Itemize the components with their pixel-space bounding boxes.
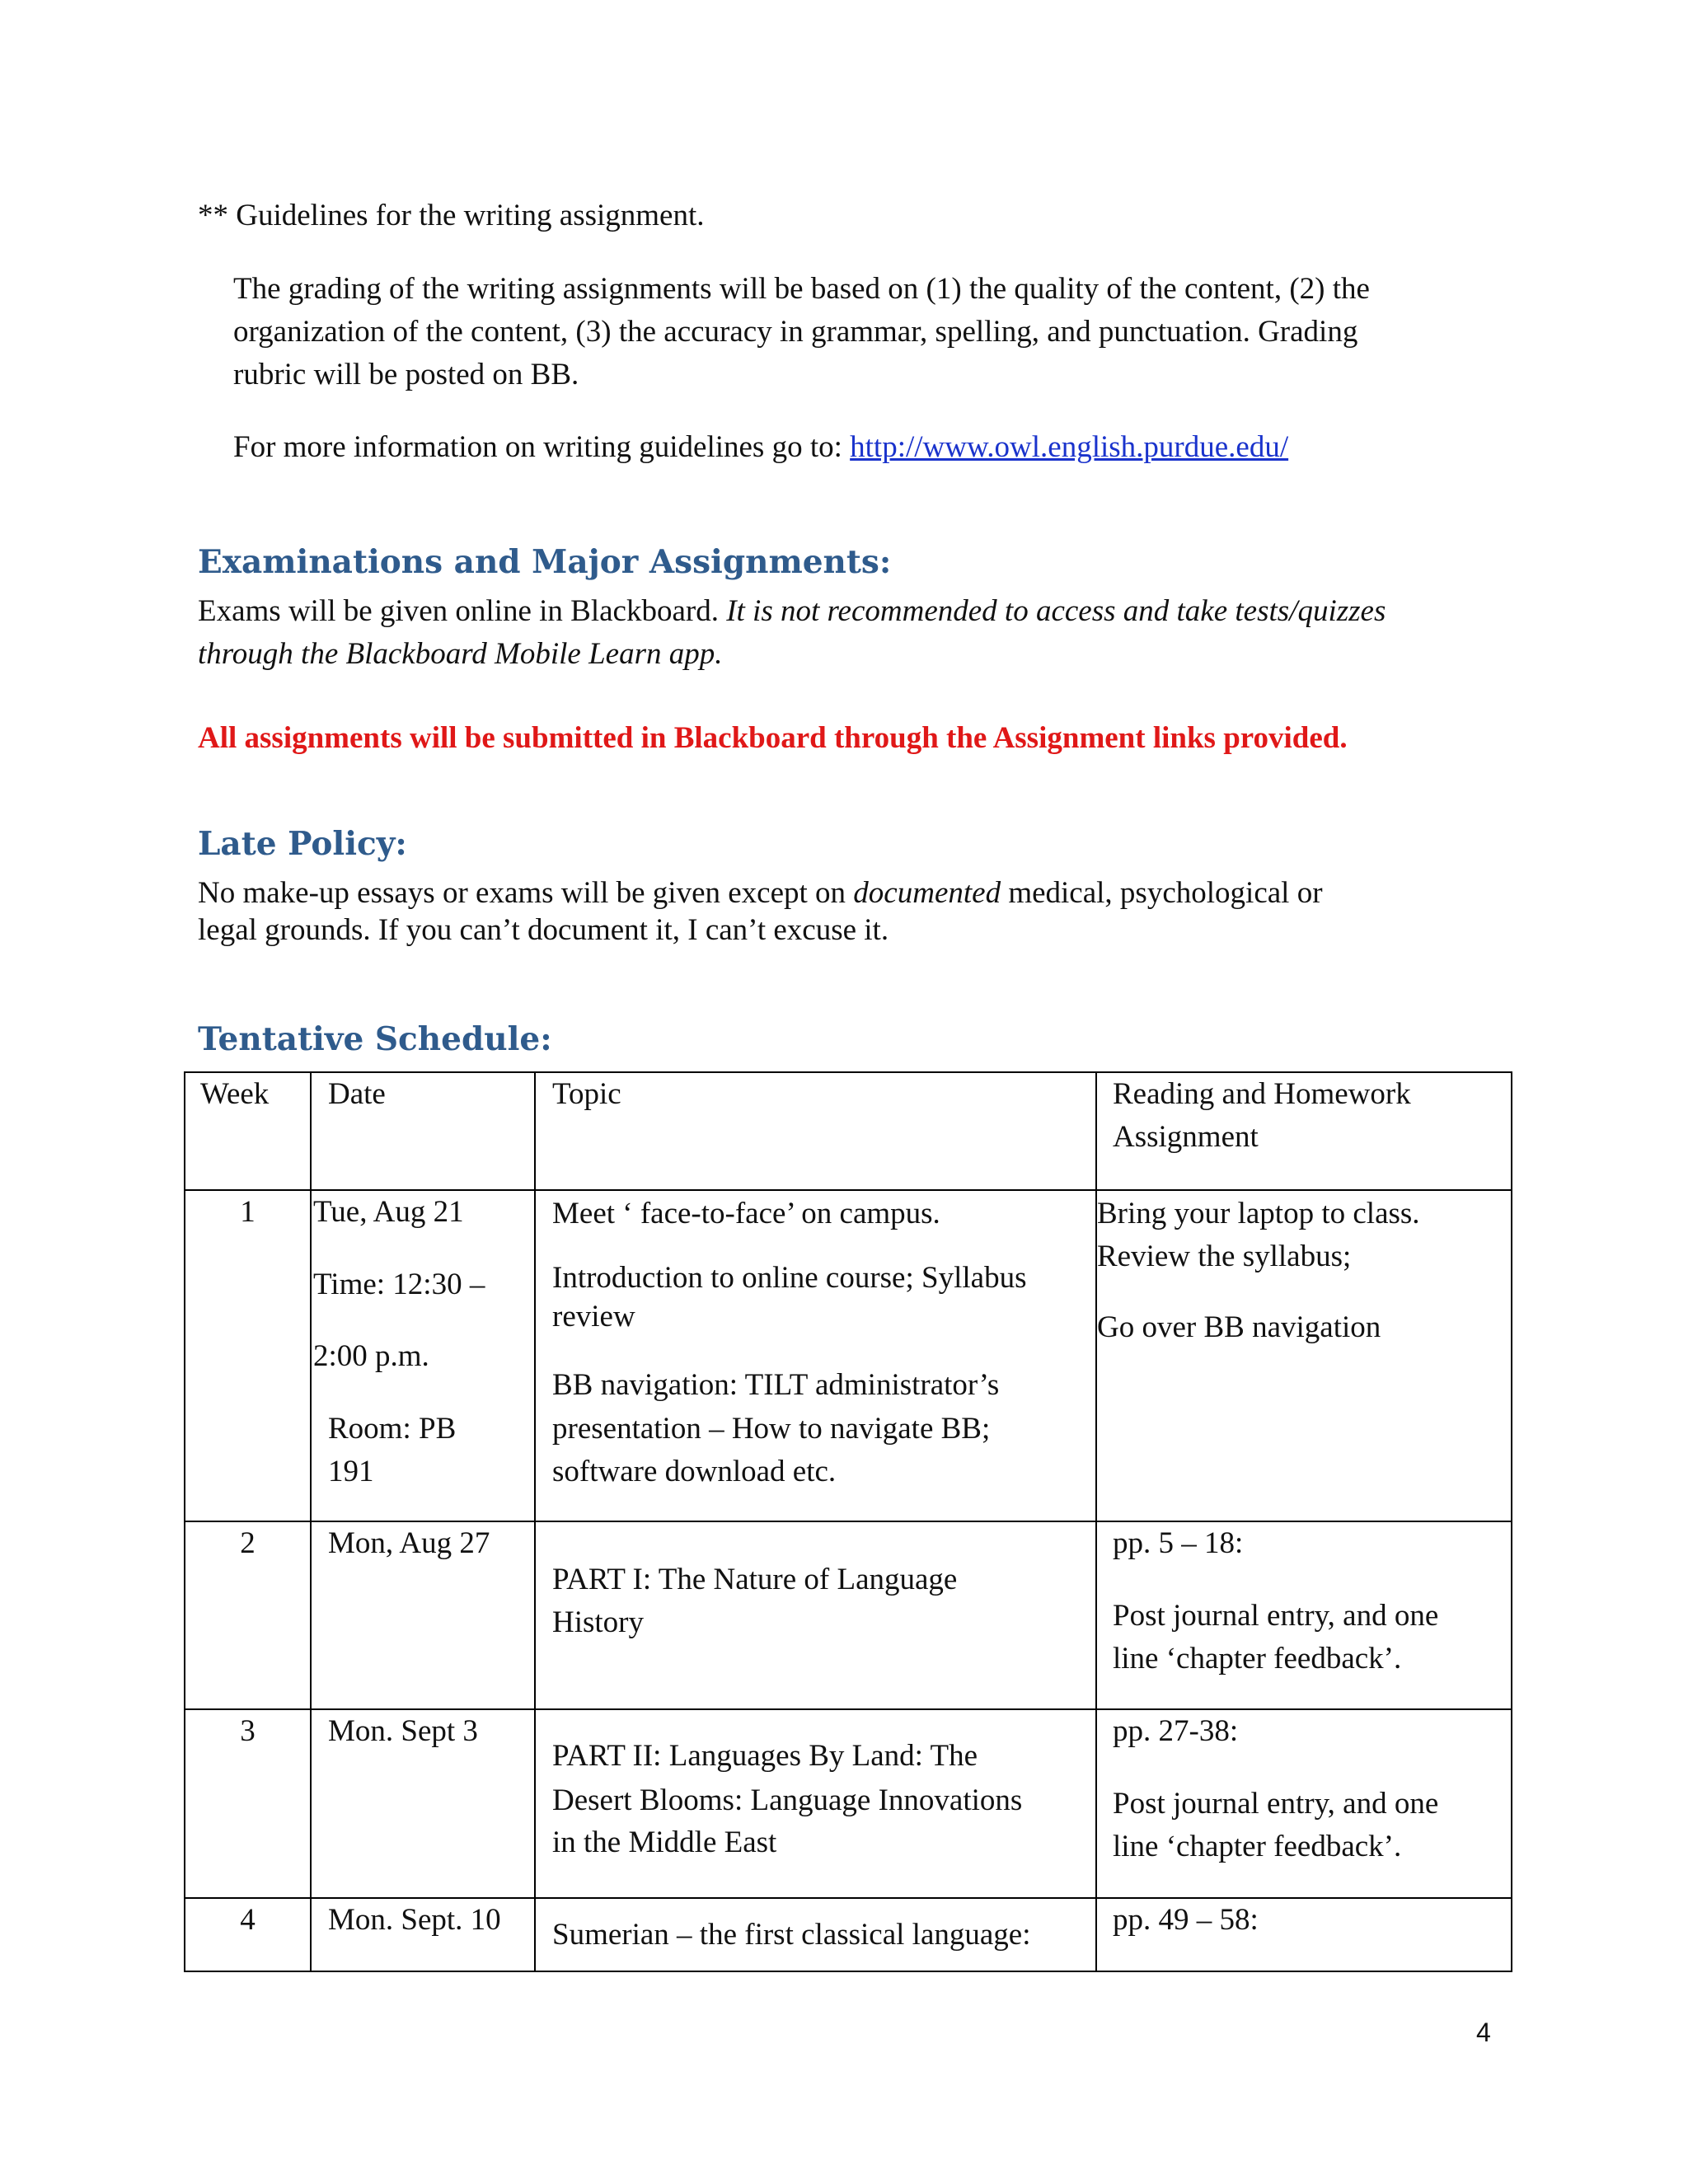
topic-line: Meet ‘ face-to-face’ on campus. <box>552 1197 940 1230</box>
topic-cell <box>535 1190 1096 1521</box>
week-number: 1 <box>240 1195 256 1229</box>
schedule-header-row <box>185 1072 1512 1190</box>
assign-line: Post journal entry, and one <box>1113 1599 1439 1633</box>
week-cell <box>185 1709 311 1898</box>
guidelines-info <box>233 426 1288 469</box>
exams-line-2 <box>198 633 722 676</box>
week-cell <box>185 1190 311 1521</box>
assign-cell <box>1096 1898 1512 1971</box>
topic-line: presentation – How to navigate BB; <box>552 1412 991 1446</box>
assign-line: pp. 49 – 58: <box>1113 1903 1259 1937</box>
guidelines-title: ** Guidelines for the writing assignment. <box>198 199 705 232</box>
date-line: Mon. Sept. 10 <box>328 1903 501 1937</box>
assign-line: Post journal entry, and one <box>1113 1787 1439 1821</box>
assign-line: line ‘chapter feedback’. <box>1113 1830 1402 1863</box>
date-cell <box>311 1898 535 1971</box>
grading-line-3: rubric will be posted on BB. <box>233 358 579 391</box>
page-number: 4 <box>1476 2018 1491 2047</box>
header-assign-2: Assignment <box>1113 1120 1259 1154</box>
week-number: 3 <box>240 1714 256 1748</box>
header-topic: Topic <box>552 1077 621 1111</box>
assign-cell <box>1096 1521 1512 1709</box>
topic-line: Introduction to online course; Syllabus <box>552 1261 1027 1295</box>
assign-line: Go over BB navigation <box>1097 1310 1381 1344</box>
assign-line: line ‘chapter feedback’. <box>1113 1642 1402 1675</box>
date-cell <box>311 1521 535 1709</box>
date-line: Time: 12:30 – <box>313 1268 485 1301</box>
table-row <box>185 1898 1512 1971</box>
assign-cell <box>1096 1709 1512 1898</box>
topic-line: Desert Blooms: Language Innovations <box>552 1783 1023 1817</box>
topic-cell <box>535 1521 1096 1709</box>
assign-line: Review the syllabus; <box>1097 1240 1352 1273</box>
late-policy-heading: Late Policy: <box>198 825 407 863</box>
exams-line-1-normal: Exams will be given online in Blackboard. <box>198 594 727 628</box>
late-line-1-b: medical, psychological or <box>1001 876 1323 910</box>
week-number: 2 <box>240 1526 256 1560</box>
assign-line: pp. 27-38: <box>1113 1714 1239 1748</box>
info-prefix: For more information on writing guidelines go to: <box>233 430 851 464</box>
assign-cell <box>1096 1190 1512 1521</box>
date-line: 2:00 p.m. <box>313 1339 429 1373</box>
purdue-owl-link[interactable]: http://www.owl.english.purdue.edu/ <box>850 430 1289 464</box>
header-topic-cell <box>535 1072 1096 1190</box>
topic-line: BB navigation: TILT administrator’s <box>552 1368 1000 1402</box>
week-cell <box>185 1898 311 1971</box>
date-line: Tue, Aug 21 <box>313 1195 464 1229</box>
date-cell <box>311 1190 535 1521</box>
date-line: Room: PB <box>328 1412 457 1446</box>
header-date-cell <box>311 1072 535 1190</box>
exams-line-1-italic: It is not recommended to access and take tests/quizzes <box>726 594 1386 628</box>
topic-line: review <box>552 1300 635 1333</box>
schedule-heading: Tentative Schedule: <box>198 1020 552 1058</box>
grading-line-2: organization of the content, (3) the accuracy in grammar, spelling, and punctuation. Grading <box>233 315 1358 349</box>
topic-line: software download etc. <box>552 1455 837 1488</box>
topic-line: in the Middle East <box>552 1825 777 1859</box>
topic-cell <box>535 1898 1096 1971</box>
table-row <box>185 1709 1512 1898</box>
late-line-1-em: documented <box>853 876 1001 910</box>
topic-line: Sumerian – the first classical language: <box>552 1918 1031 1952</box>
exams-line-1 <box>198 590 1386 633</box>
week-number: 4 <box>240 1903 256 1937</box>
date-line: Mon. Sept 3 <box>328 1714 478 1748</box>
submission-notice: All assignments will be submitted in Blackboard through the Assignment links provided. <box>198 721 1348 755</box>
topic-line: History <box>552 1605 644 1639</box>
topic-line: PART II: Languages By Land: The <box>552 1739 978 1773</box>
grading-line-1: The grading of the writing assignments will be based on (1) the quality of the content, (2) the <box>233 272 1370 306</box>
exams-heading: Examinations and Major Assignments: <box>198 543 892 581</box>
assign-line: Bring your laptop to class. <box>1097 1197 1420 1230</box>
date-line: 191 <box>328 1455 374 1488</box>
header-assign-1: Reading and Homework <box>1113 1077 1411 1111</box>
table-row <box>185 1521 1512 1709</box>
header-week: Week <box>200 1077 270 1111</box>
schedule-table <box>184 1071 1512 1972</box>
date-cell <box>311 1709 535 1898</box>
date-line: Mon, Aug 27 <box>328 1526 490 1560</box>
header-week-cell <box>185 1072 311 1190</box>
exams-line-2-italic: through the Blackboard Mobile Learn app. <box>198 637 723 671</box>
week-cell <box>185 1521 311 1709</box>
assign-line: pp. 5 – 18: <box>1113 1526 1244 1560</box>
late-line-1-a: No make-up essays or exams will be given except on <box>198 876 854 910</box>
topic-line: PART I: The Nature of Language <box>552 1563 958 1596</box>
late-policy-line-2: legal grounds. If you can’t document it, I can’t excuse it. <box>198 913 889 947</box>
topic-cell <box>535 1709 1096 1898</box>
header-date: Date <box>328 1077 386 1111</box>
table-row <box>185 1190 1512 1521</box>
header-assign-cell <box>1096 1072 1512 1190</box>
